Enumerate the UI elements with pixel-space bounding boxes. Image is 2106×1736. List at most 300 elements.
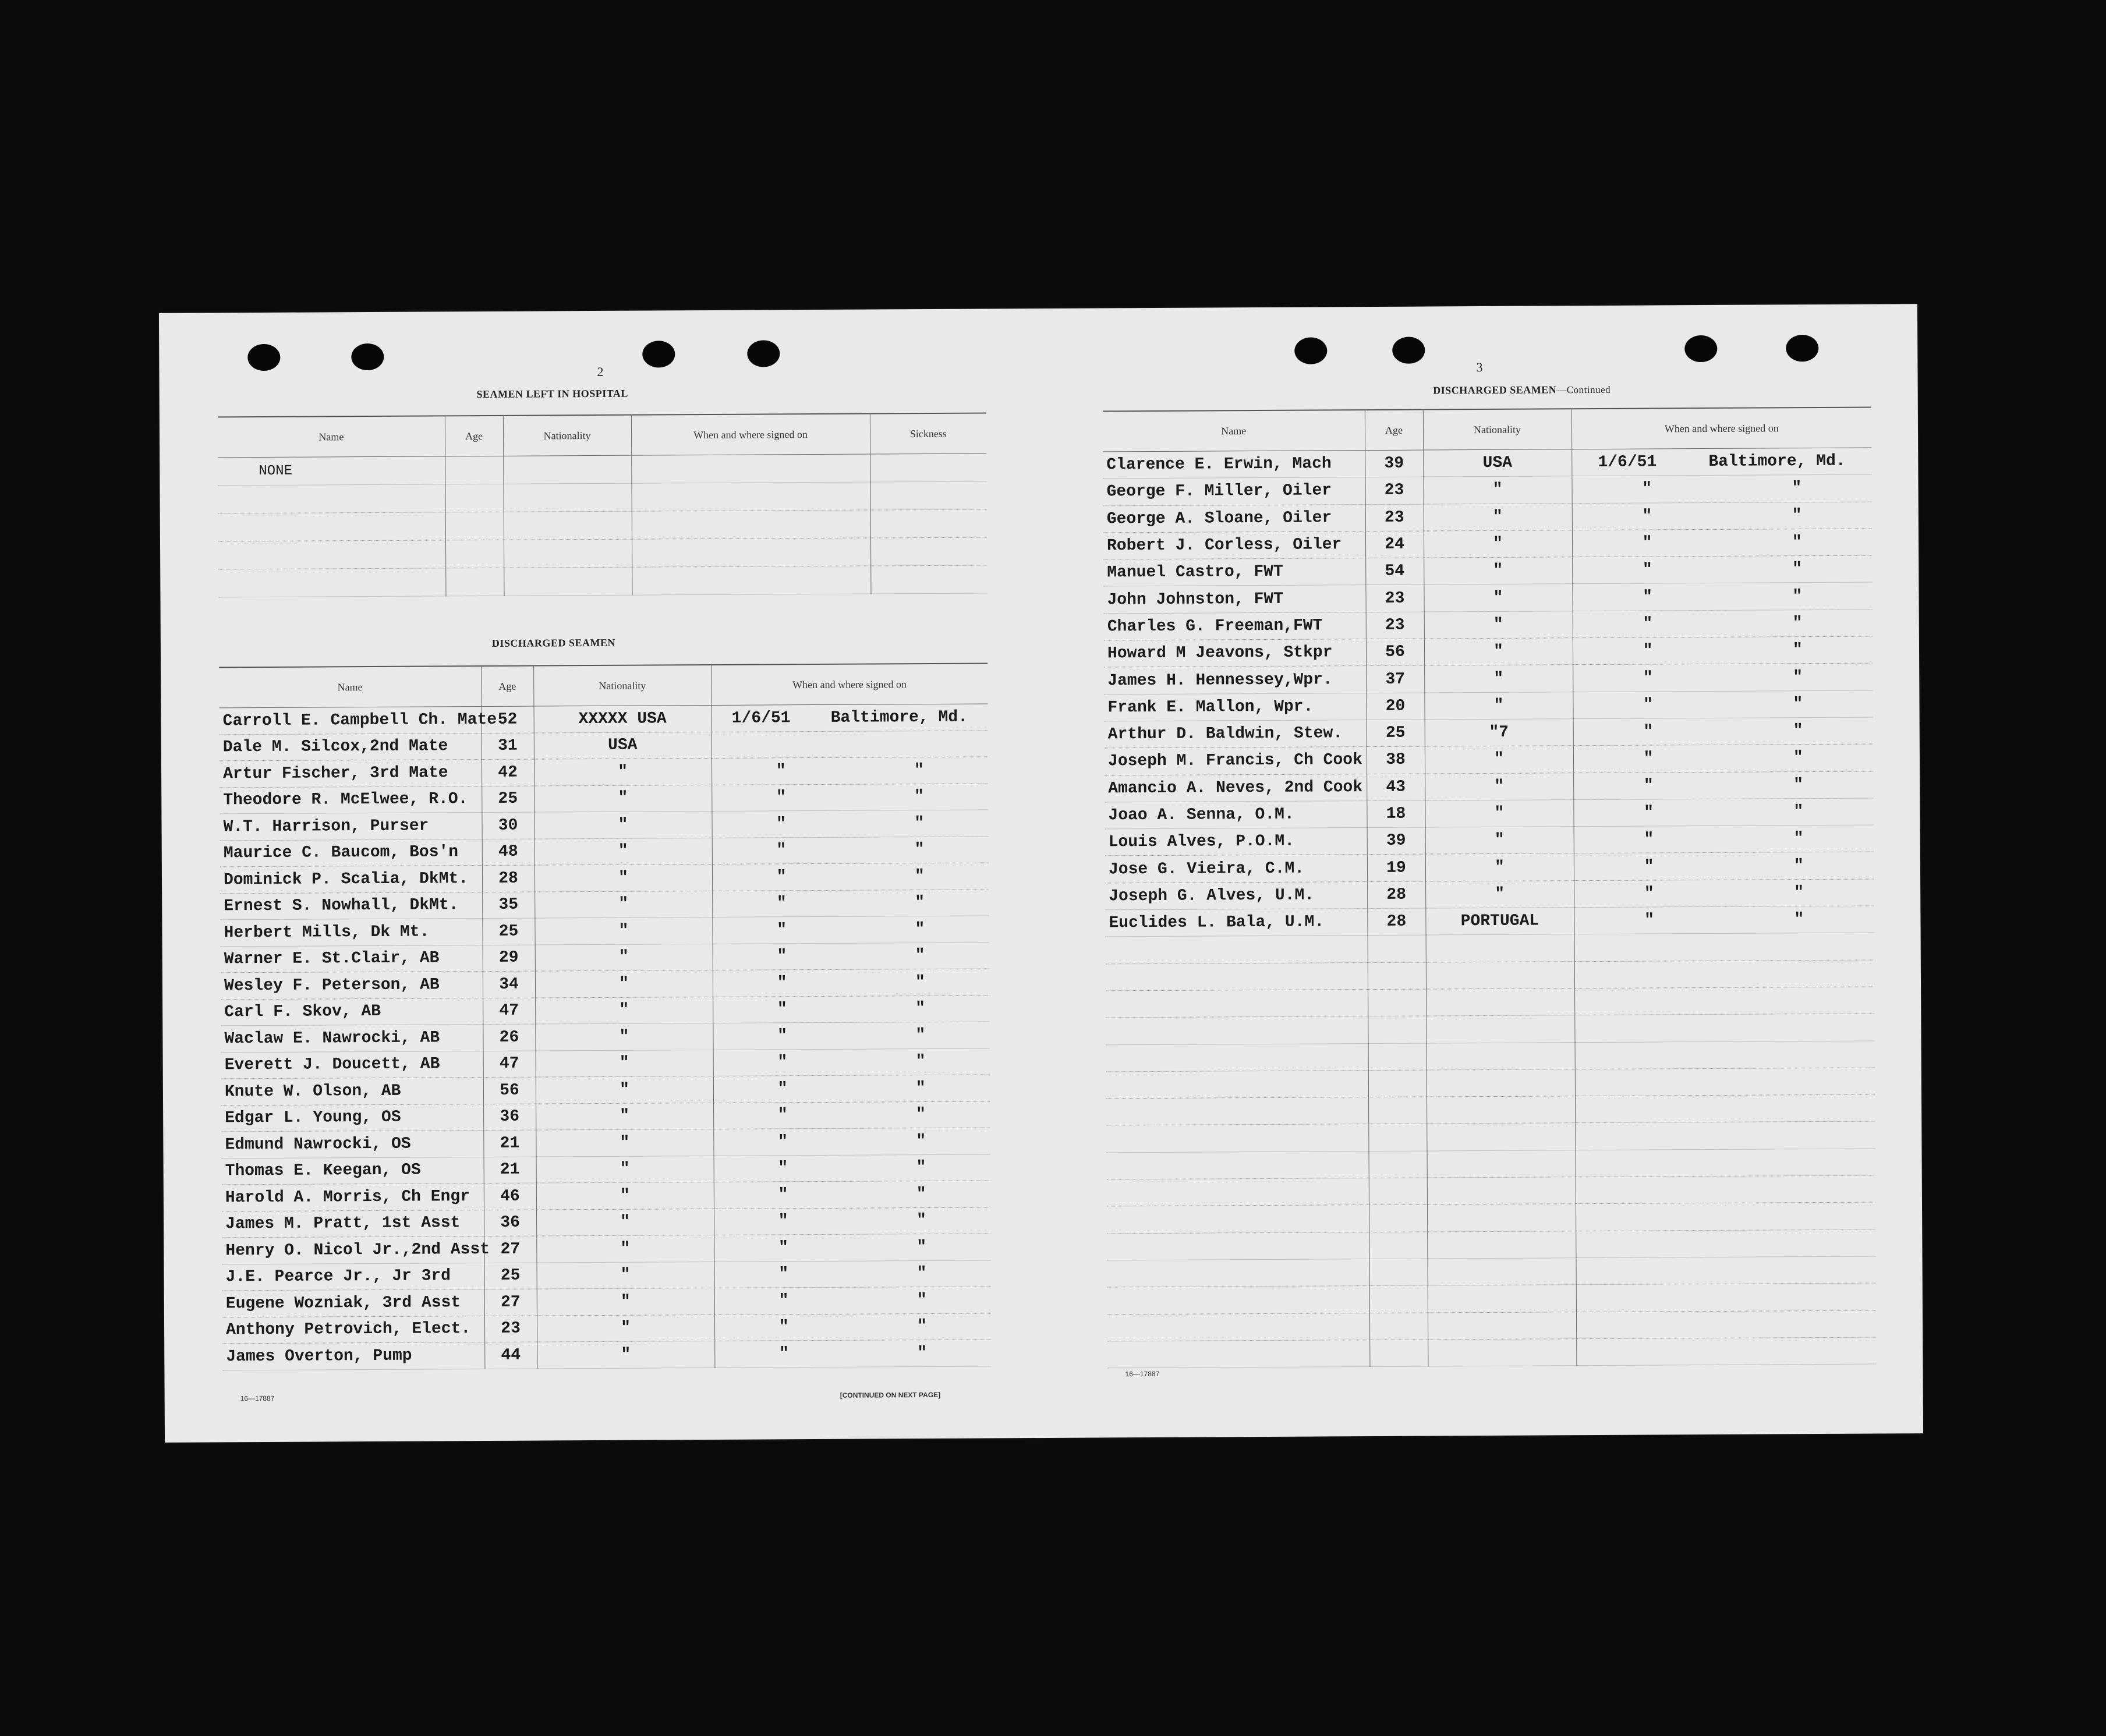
hospital-row [218,537,987,569]
seaman-name: Edmund Nawrocki, OS [221,1131,483,1158]
signed-on-wrap [1576,1108,1875,1110]
hospital-header-name: Name [218,416,445,458]
seaman-name: Warner E. St.Clair, AB [221,945,483,973]
seaman-nationality [1426,934,1574,962]
seaman-row [1107,1175,1875,1206]
seaman-name [1107,1232,1369,1260]
seaman-age: 28 [1367,908,1425,936]
signed-on-wrap [1573,695,1873,714]
signed-on-wrap [1574,910,1874,930]
hospital-header-row [218,413,986,457]
seaman-signed-on [1573,798,1873,827]
signed-on-date: " [1643,749,1654,768]
seaman-name: Clarence E. Erwin, Mach [1103,451,1365,479]
seaman-name: Artur Fischer, 3rd Mate [220,760,482,788]
seaman-name: Edgar L. Young, OS [221,1104,483,1132]
hospital-cell-nationality [504,567,632,596]
seaman-age [1368,1043,1427,1071]
signed-on-place: " [916,1264,927,1283]
discharged-section-title: DISCHARGED SEAMEN [491,636,615,649]
seaman-nationality: " [535,944,713,971]
seaman-name: Wesley F. Peterson, AB [221,972,483,1000]
header-age: Age [481,666,533,707]
header-name: Name [1103,410,1365,452]
seaman-age: 56 [1366,639,1424,666]
header-signed-on: When and where signed on [1571,408,1871,449]
seaman-nationality [1427,1177,1576,1205]
discharged-table-left [219,662,991,1370]
seaman-name: Anthony Petrovich, Elect. [222,1316,484,1344]
signed-on-wrap [713,1053,990,1072]
signed-on-wrap [713,973,989,992]
discharged-continued-title [1266,382,1778,398]
seaman-name: Joao A. Senna, O.M. [1105,800,1367,829]
seaman-signed-on [714,1260,990,1288]
seaman-name: Euclides L. Bala, U.M. [1105,909,1367,937]
signed-on-date: " [776,815,787,834]
seaman-name: Louis Alves, P.O.M. [1105,828,1367,856]
seaman-nationality: " [1424,638,1573,666]
signed-on-place: " [1793,695,1803,714]
seaman-signed-on [714,1154,990,1182]
seaman-row [221,969,989,999]
seaman-name [1107,1340,1369,1368]
seaman-age: 23 [484,1316,537,1342]
seaman-name: Eugene Wozniak, 3rd Asst [222,1289,484,1317]
signed-on-date: " [1642,534,1652,552]
seaman-name [1106,1070,1368,1099]
seaman-row [1107,1256,1875,1287]
seaman-age: 36 [484,1210,536,1237]
punch-hole [351,343,384,370]
seaman-row [222,1234,990,1264]
hospital-cell-nationality [503,455,631,484]
seaman-name: Carl F. Skov, AB [221,998,483,1026]
seaman-nationality: " [535,891,712,918]
seaman-row [1104,690,1873,721]
seaman-name: Robert J. Corless, Oiler [1103,531,1365,559]
seaman-nationality: PORTUGAL [1425,908,1574,936]
seaman-row [1106,960,1874,991]
seaman-name: Manuel Castro, FWT [1103,558,1365,587]
seaman-row [1104,636,1873,667]
signed-on-place: " [916,1317,927,1336]
signed-on-wrap [712,841,989,860]
signed-on-date: " [1643,777,1654,795]
signed-on-place: " [1792,560,1803,579]
seaman-signed-on [1573,744,1873,773]
hospital-cell-nationality [504,539,632,568]
seaman-name [1106,1016,1368,1045]
seaman-nationality: " [536,1235,714,1262]
seaman-age: 25 [482,786,534,813]
signed-on-date: " [1643,642,1653,660]
signed-on-wrap [1574,883,1874,903]
seaman-row [220,783,988,813]
seaman-name: Henry O. Nicol Jr.,2nd Asst [222,1237,484,1264]
seaman-nationality [1426,1015,1574,1043]
seaman-signed-on [711,704,987,732]
hospital-cell-age [445,568,504,596]
signed-on-place: " [914,788,925,806]
signed-on-date: " [778,1239,788,1257]
seaman-name [1106,962,1368,991]
seaman-signed-on [1576,1283,1876,1312]
seaman-signed-on [1574,1014,1874,1042]
signed-on-date: " [1643,696,1654,714]
seaman-nationality [1427,1150,1576,1178]
seaman-age: 27 [484,1289,537,1316]
signed-on-place: " [1792,641,1803,660]
signed-on-wrap [1573,641,1873,661]
punch-hole [247,344,280,371]
seaman-row [220,730,988,760]
seaman-signed-on [714,1287,991,1315]
seaman-age: 25 [1367,720,1425,747]
signed-on-wrap [713,947,989,966]
seaman-row [222,1181,990,1211]
seaman-signed-on [713,1101,990,1129]
seaman-nationality [1427,1096,1575,1124]
seaman-name: Arthur D. Baldwin, Stew. [1105,720,1367,749]
hospital-cell-signed-on [631,454,870,483]
seaman-name: Dale M. Silcox,2nd Mate [220,733,482,761]
seaman-nationality: " [534,785,712,812]
signed-on-wrap [714,1132,990,1151]
seaman-signed-on [713,942,989,970]
signed-on-wrap [714,1211,991,1231]
seaman-name [1107,1151,1369,1179]
hospital-cell-sickness [870,537,987,566]
seaman-name [1107,1205,1369,1234]
seaman-nationality: USA [534,732,712,759]
seaman-age: 54 [1365,558,1424,585]
seaman-nationality [1427,1204,1576,1232]
seaman-row [221,1101,990,1131]
punch-hole [747,340,780,367]
seaman-age: 52 [481,706,533,733]
seaman-nationality: " [1424,584,1572,612]
seaman-signed-on [1573,771,1873,800]
seaman-nationality: " [536,1262,714,1289]
signed-on-place: " [917,1344,928,1362]
seaman-name: Jose G. Vieira, C.M. [1105,855,1367,883]
seaman-signed-on [1574,933,1874,961]
seaman-nationality: " [537,1315,714,1342]
seaman-nationality: " [536,1182,714,1209]
seaman-signed-on [714,1207,990,1235]
seaman-signed-on [1572,529,1872,557]
seaman-nationality [1427,1069,1575,1097]
signed-on-date: " [777,1106,788,1125]
hospital-cell-age [445,512,504,540]
hospital-cell-age [445,484,503,512]
signed-on-wrap [1576,1162,1875,1164]
seaman-nationality: " [535,970,713,997]
hospital-cell-name [218,568,445,597]
signed-on-place: " [1792,506,1802,525]
seaman-nationality: " [535,917,712,944]
signed-on-place: " [915,1053,926,1071]
signed-on-place: " [1793,775,1804,794]
seaman-nationality: " [535,864,712,891]
seaman-age: 25 [484,1263,536,1289]
seaman-row [222,1340,991,1370]
signed-on-place: " [1794,910,1804,929]
seaman-age [1369,1259,1427,1286]
seaman-nationality: " [1424,530,1572,558]
signed-on-date: " [1643,615,1653,633]
signed-on-date: " [778,1292,789,1310]
signed-on-wrap [1574,946,1874,948]
seaman-nationality: " [536,1076,713,1103]
signed-on-place: " [916,1238,927,1256]
seaman-nationality: " [534,811,712,838]
signed-on-wrap [1572,533,1872,553]
signed-on-place: " [914,761,924,780]
signed-on-date: " [777,947,787,966]
signed-on-place: " [916,1185,926,1203]
seaman-nationality: " [1424,692,1573,720]
seaman-age: 28 [1367,881,1425,909]
seaman-nationality: " [536,1103,713,1130]
hospital-row [218,565,987,597]
signed-on-place: " [1793,830,1804,848]
seaman-signed-on [1575,1094,1875,1123]
signed-on-wrap [712,814,989,833]
signed-on-wrap [1574,830,1874,849]
signed-on-wrap [712,867,989,886]
signed-on-wrap [1572,479,1872,499]
seaman-name: Joseph M. Francis, Ch Cook [1105,747,1367,775]
seaman-age: 27 [484,1236,536,1263]
seaman-row [1107,1337,1876,1368]
seaman-age: 29 [483,945,535,972]
seaman-row [221,995,989,1025]
seaman-row [1105,744,1873,775]
seaman-signed-on [1576,1175,1875,1204]
page-number-right: 3 [1476,360,1483,375]
seaman-signed-on [712,916,989,944]
seaman-nationality [1427,1231,1576,1259]
signed-on-wrap [1577,1351,1876,1352]
seaman-signed-on [1576,1256,1875,1285]
seaman-row [1105,852,1874,883]
signed-on-wrap [1577,1324,1876,1326]
hospital-cell-sickness [870,481,986,510]
seaman-row [221,1075,990,1105]
seaman-row [1106,1014,1874,1044]
signed-on-place: " [916,1211,926,1230]
hospital-row [218,481,986,513]
signed-on-wrap [713,894,989,913]
signed-on-date: 1/6/51 [1598,453,1657,472]
seaman-signed-on [712,757,988,785]
seaman-name: James M. Pratt, 1st Asst [222,1210,484,1238]
seaman-age [1368,989,1426,1016]
seaman-name: Maurice C. Baucom, Bos'n [220,839,482,867]
signed-on-place: " [914,867,925,885]
seaman-name: Joseph G. Alves, U.M. [1105,881,1367,910]
signed-on-wrap [714,1317,991,1337]
seaman-signed-on [712,889,989,917]
seaman-signed-on [713,1048,990,1076]
document-sheet [159,304,1923,1443]
signed-on-place: " [914,841,925,859]
signed-on-date: " [776,868,787,887]
signed-on-wrap [714,1238,991,1257]
seaman-signed-on [713,969,989,997]
seaman-age: 39 [1365,450,1423,477]
signed-on-place: " [916,1106,926,1124]
seaman-signed-on [713,995,989,1023]
seaman-row [1105,717,1873,748]
seaman-nationality [1427,1042,1575,1070]
signed-on-date: " [777,1027,788,1046]
signed-on-place: " [915,1079,926,1097]
signed-on-date: " [778,1159,788,1178]
signed-on-wrap [1576,1135,1875,1137]
signed-on-wrap [1574,775,1874,795]
signed-on-place: " [915,894,925,912]
signed-on-place: " [1792,587,1803,605]
seaman-row [221,1022,989,1052]
punch-hole [642,341,675,367]
continued-note: [CONTINUED ON NEXT PAGE] [840,1390,941,1400]
seaman-nationality: " [536,1209,714,1236]
seaman-name: Charles G. Freeman,FWT [1104,612,1366,640]
seaman-row [220,757,988,787]
signed-on-wrap [714,1264,991,1284]
seaman-nationality: " [1424,665,1573,693]
signed-on-wrap [1573,560,1873,580]
seaman-nationality [1428,1285,1576,1313]
seaman-name: Everett J. Doucett, AB [221,1051,483,1079]
seaman-row [222,1287,991,1317]
seaman-age: 35 [482,892,535,919]
seaman-signed-on [1574,987,1874,1015]
seaman-name [1107,1259,1369,1287]
signed-on-place: " [1792,479,1802,498]
form-number-left: 16—17887 [240,1394,275,1403]
signed-on-wrap [713,1026,990,1045]
seaman-age [1368,1124,1427,1151]
seaman-name: Herbert Mills, Dk Mt. [220,919,482,947]
header-age: Age [1365,410,1423,451]
seaman-signed-on [1574,906,1874,934]
signed-on-wrap [1572,452,1872,472]
hospital-cell-signed-on [632,566,870,595]
signed-on-date: " [1643,722,1654,741]
seaman-name: George F. Miller, Oiler [1103,477,1365,506]
signed-on-date: " [777,974,787,993]
seaman-nationality: "7 [1425,719,1573,747]
seaman-name: James Overton, Pump [222,1342,484,1370]
hospital-row [218,454,986,486]
signed-on-place: " [1794,884,1804,902]
seaman-signed-on [1572,583,1872,611]
seaman-age [1369,1285,1428,1313]
seaman-row [1104,610,1873,640]
discharged-table-right [1103,407,1877,1369]
seaman-nationality: " [537,1288,714,1315]
seaman-nationality: " [1425,800,1573,828]
seaman-signed-on [712,836,989,864]
seaman-signed-on [1576,1310,1876,1339]
seaman-row [220,889,989,919]
hospital-cell-sickness [870,454,986,482]
seaman-signed-on [1573,610,1873,638]
seaman-age: 47 [483,1051,536,1078]
signed-on-date: " [778,1133,788,1152]
hospital-cell-nationality [504,511,632,540]
signed-on-wrap [714,1158,990,1178]
hospital-cell-name [218,484,445,513]
signed-on-date: " [778,1265,789,1284]
seaman-row [220,863,989,893]
seaman-age [1369,1151,1427,1178]
hospital-table [218,412,987,597]
seaman-age: 23 [1365,504,1424,532]
seaman-name: Ernest S. Nowhall, DkMt. [220,892,482,920]
hospital-cell-sickness [870,509,987,538]
seaman-row [1106,1121,1875,1152]
seaman-signed-on [1573,717,1873,746]
seaman-nationality: " [1423,476,1571,504]
seaman-age: 25 [482,918,535,945]
seaman-name [1107,1313,1369,1341]
seaman-row [1106,933,1874,963]
seaman-age: 48 [482,839,535,866]
seaman-nationality: " [1424,611,1573,639]
seaman-nationality: " [1424,557,1572,585]
seaman-nationality: " [1425,880,1574,908]
signed-on-wrap [1575,1000,1874,1002]
signed-on-date: " [776,841,787,860]
seaman-age [1369,1340,1428,1367]
seaman-age [1368,1070,1427,1097]
seaman-row [1107,1149,1875,1179]
seaman-age: 30 [482,812,534,839]
seaman-name: Dominick P. Scalia, DkMt. [220,866,482,894]
seaman-age [1369,1178,1427,1205]
seaman-nationality: " [536,1156,714,1183]
seaman-row [1105,798,1873,829]
hospital-cell-signed-on [632,538,870,567]
signed-on-date: " [1644,830,1654,849]
seaman-age [1368,1016,1426,1043]
seaman-name [1106,1097,1368,1126]
hospital-cell-signed-on [632,510,870,539]
hospital-cell-nationality [503,483,631,512]
punch-hole [1786,335,1818,362]
signed-on-wrap [712,761,988,780]
signed-on-wrap [1573,668,1873,688]
seaman-age: 34 [483,971,535,998]
signed-on-wrap [1575,1054,1874,1056]
punch-hole [1294,337,1327,364]
seaman-age: 21 [484,1157,536,1184]
seaman-signed-on [712,810,988,838]
seaman-row [1105,879,1874,910]
seaman-age [1369,1232,1427,1259]
hospital-cell-sickness [870,565,987,594]
seaman-age: 37 [1366,665,1424,693]
seaman-name: Theodore R. McElwee, R.O. [220,786,482,814]
signed-on-place: " [915,947,925,965]
seaman-nationality [1426,989,1574,1016]
signed-on-wrap [1576,1189,1875,1191]
